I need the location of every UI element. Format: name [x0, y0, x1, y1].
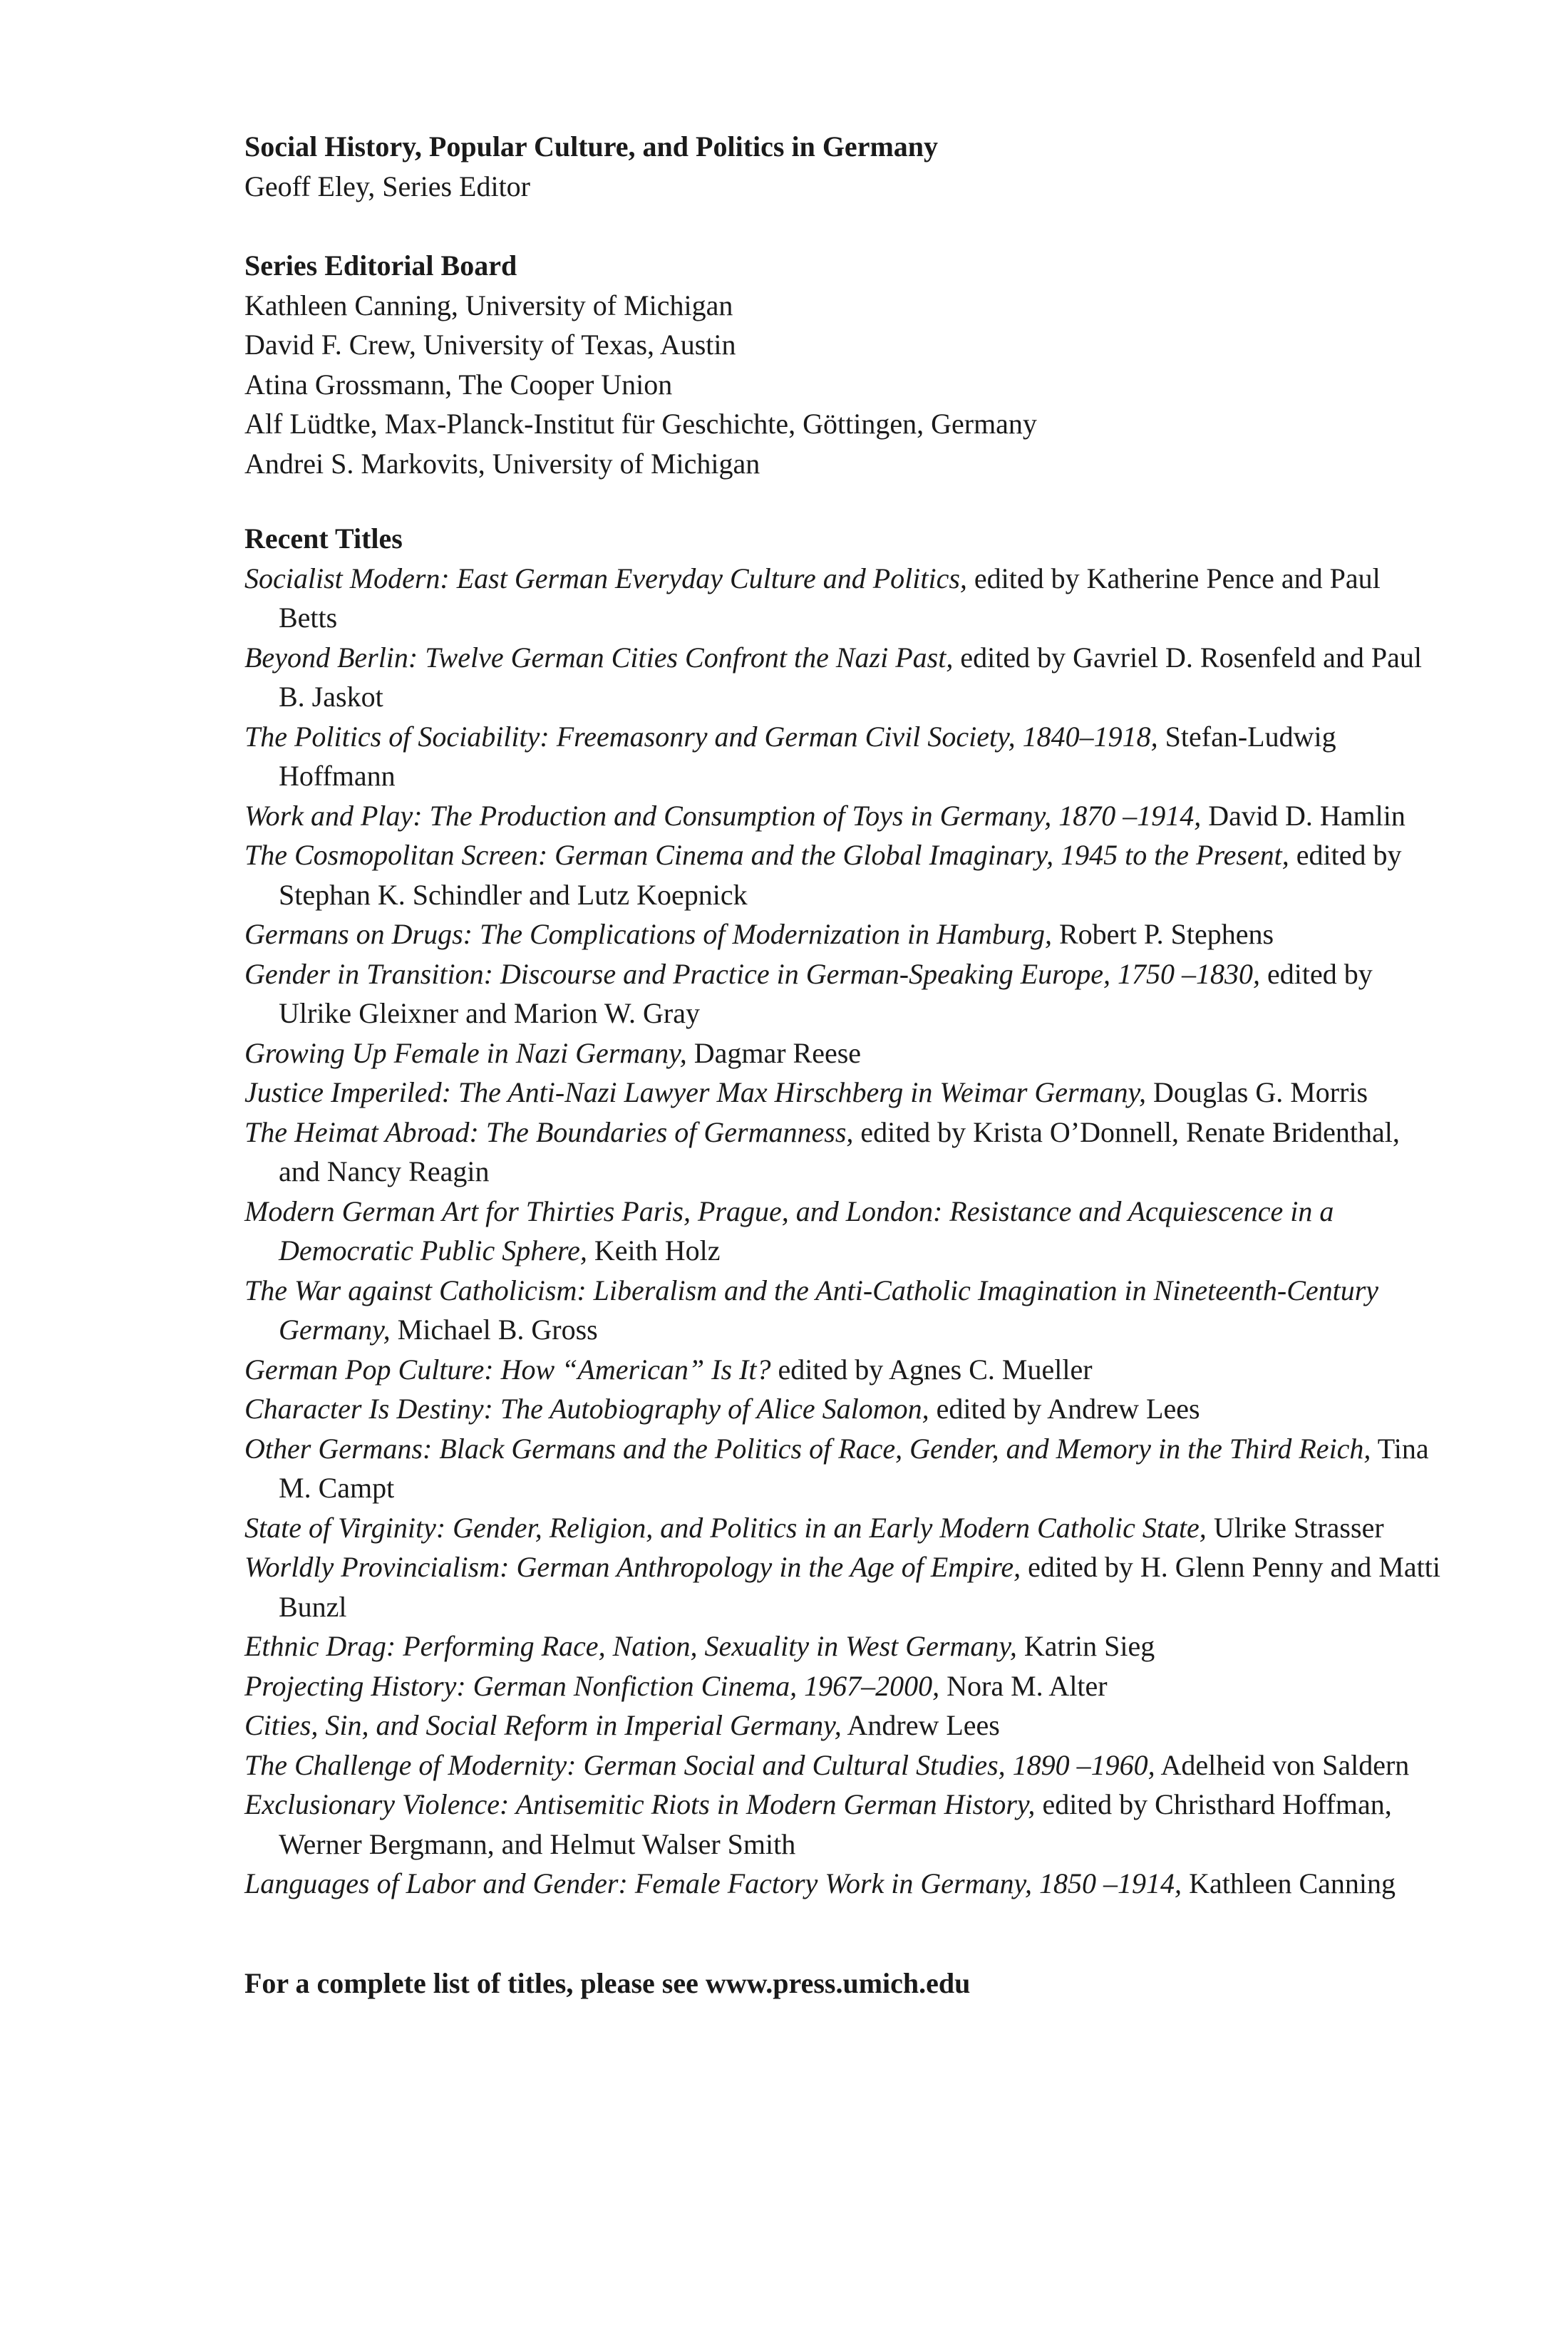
book-title: The War against Catholicism: Liberalism and the Anti-Catholic Imagination in Nineteenth-Century Germany,	[244, 1274, 1379, 1346]
book-credit: edited by Krista O’Donnell, Renate Bridenthal, and Nancy Reagin	[279, 1115, 1400, 1187]
board-member: Alf Lüdtke, Max-Planck-Institut für Geschichte, Göttingen, Germany	[244, 408, 1037, 440]
book-credit: Kathleen Canning	[1182, 1867, 1396, 1899]
book-title: German Pop Culture: How “American” Is It?	[244, 1353, 771, 1386]
book-credit: edited by Agnes C. Mueller	[770, 1353, 1093, 1386]
book-title: Beyond Berlin: Twelve German Cities Confront the Nazi Past,	[244, 641, 954, 674]
publisher-link-note: For a complete list of titles, please see www.press.umich.edu	[244, 1966, 971, 1999]
book-credit: edited by Andrew Lees	[929, 1393, 1200, 1425]
book-credit: edited by Christhard Hoffman, Werner Bergmann, and Helmut Walser Smith	[279, 1788, 1392, 1860]
book-title: Growing Up Female in Nazi Germany,	[244, 1036, 687, 1069]
book-title: Justice Imperiled: The Anti-Nazi Lawyer Max Hirschberg in Weimar Germany,	[244, 1076, 1147, 1108]
book-title: Projecting History: German Nonfiction Cinema, 1967–2000,	[244, 1669, 940, 1702]
title-entry	[244, 914, 1442, 954]
title-entry	[244, 1864, 1442, 1904]
title-entry	[244, 1508, 1442, 1548]
title-entry	[244, 1192, 1442, 1271]
title-entry	[244, 1429, 1442, 1508]
book-credit: Tina M. Campt	[279, 1432, 1429, 1504]
book-title: The Challenge of Modernity: German Social and Cultural Studies, 1890 –1960,	[244, 1748, 1155, 1781]
book-credit: Katrin Sieg	[1016, 1630, 1155, 1662]
recent-titles-heading: Recent Titles	[244, 522, 403, 555]
book-credit: edited by Ulrike Gleixner and Marion W. Gray	[279, 957, 1373, 1029]
book-credit: Michael B. Gross	[390, 1314, 598, 1346]
title-entry	[244, 717, 1442, 796]
book-credit: Robert P. Stephens	[1051, 918, 1274, 950]
book-title: Character Is Destiny: The Autobiography of Alice Salomon,	[244, 1393, 929, 1425]
title-entry	[244, 559, 1442, 638]
book-credit: Stefan-Ludwig Hoffmann	[279, 720, 1336, 792]
book-title: Languages of Labor and Gender: Female Factory Work in Germany, 1850 –1914,	[244, 1867, 1182, 1899]
book-title: Other Germans: Black Germans and the Politics of Race, Gender, and Memory in the Third Reich,	[244, 1432, 1371, 1465]
book-title: Ethnic Drag: Performing Race, Nation, Sexuality in West Germany,	[244, 1630, 1017, 1662]
title-entry	[244, 1033, 1442, 1073]
board-member: Kathleen Canning, University of Michigan	[244, 289, 733, 321]
book-title: Worldly Provincialism: German Anthropology in the Age of Empire,	[244, 1551, 1021, 1583]
title-entry	[244, 1785, 1442, 1864]
book-title: The Cosmopolitan Screen: German Cinema and the Global Imaginary, 1945 to the Present,	[244, 839, 1289, 871]
book-credit: Dagmar Reese	[686, 1036, 862, 1069]
title-entry	[244, 835, 1442, 914]
book-credit: David D. Hamlin	[1201, 799, 1405, 832]
title-entry	[244, 1073, 1442, 1113]
book-credit: Andrew Lees	[841, 1709, 1000, 1741]
book-credit: Ulrike Strasser	[1206, 1511, 1384, 1544]
board-member: David F. Crew, University of Texas, Austin	[244, 329, 736, 361]
book-title: State of Virginity: Gender, Religion, and Politics in an Early Modern Catholic State,	[244, 1511, 1207, 1544]
book-title: Exclusionary Violence: Antisemitic Riots in Modern German History,	[244, 1788, 1036, 1820]
title-entry	[244, 1271, 1442, 1350]
book-credit: Keith Holz	[587, 1234, 721, 1267]
title-entry	[244, 1350, 1442, 1390]
book-credit: Adelheid von Saldern	[1155, 1748, 1410, 1781]
book-title: Work and Play: The Production and Consumption of Toys in Germany, 1870 –1914,	[244, 799, 1202, 832]
board-member: Andrei S. Markovits, University of Michigan	[244, 447, 760, 480]
title-entry	[244, 954, 1442, 1033]
title-entry	[244, 1745, 1442, 1785]
board-heading: Series Editorial Board	[244, 249, 517, 282]
book-title: Cities, Sin, and Social Reform in Imperial Germany,	[244, 1709, 842, 1741]
title-entry	[244, 638, 1442, 717]
book-credit: Douglas G. Morris	[1146, 1076, 1368, 1108]
book-title: Modern German Art for Thirties Paris, Prague, and London: Resistance and Acquiescence in a Democratic Public Sphere,	[244, 1195, 1334, 1267]
book-credit: edited by Katherine Pence and Paul Betts	[279, 562, 1381, 634]
book-credit: edited by H. Glenn Penny and Matti Bunzl	[279, 1551, 1440, 1623]
board-member: Atina Grossmann, The Cooper Union	[244, 368, 673, 401]
page-content	[244, 127, 1442, 2003]
title-entry	[244, 1389, 1442, 1429]
title-entry	[244, 1113, 1442, 1192]
title-entry	[244, 1547, 1442, 1626]
book-title: Socialist Modern: East German Everyday Culture and Politics,	[244, 562, 967, 594]
book-title: Gender in Transition: Discourse and Practice in German-Speaking Europe, 1750 –1830,	[244, 957, 1261, 990]
book-title: The Politics of Sociability: Freemasonry and German Civil Society, 1840–1918,	[244, 720, 1158, 753]
series-editor: Geoff Eley, Series Editor	[244, 170, 530, 202]
series-title: Social History, Popular Culture, and Politics in Germany	[244, 130, 939, 163]
book-credit: Nora M. Alter	[939, 1669, 1108, 1702]
title-entry	[244, 796, 1442, 836]
book-credit: edited by Gavriel D. Rosenfeld and Paul B. Jaskot	[279, 641, 1422, 713]
book-title: Germans on Drugs: The Complications of Modernization in Hamburg,	[244, 918, 1052, 950]
title-entry	[244, 1706, 1442, 1745]
title-entry	[244, 1666, 1442, 1706]
title-entry	[244, 1626, 1442, 1666]
book-title: The Heimat Abroad: The Boundaries of Germanness,	[244, 1115, 854, 1148]
book-credit: edited by Stephan K. Schindler and Lutz Koepnick	[279, 839, 1402, 911]
